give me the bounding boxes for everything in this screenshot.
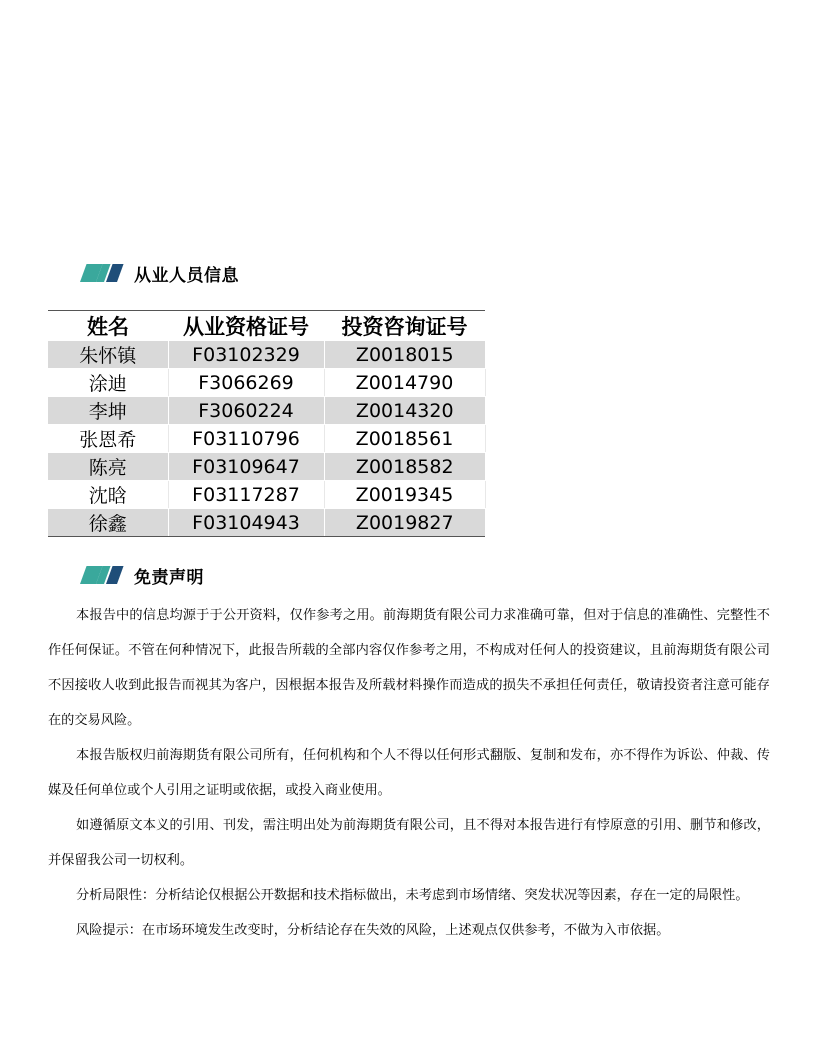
table-row	[48, 397, 485, 425]
staff-qualification-no: F3066269	[168, 369, 324, 397]
disclaimer-paragraph: 如遵循原文本义的引用、刊发，需注明出处为前海期货有限公司，且不得对本报告进行有悖原意的引用、删节和修改，并保留我公司一切权利。	[48, 818, 770, 868]
staff-consulting-no: Z0014790	[324, 369, 485, 397]
staff-qualification-no: F03109647	[168, 453, 324, 481]
section-stripes-icon	[78, 566, 122, 584]
staff-qualification-no: F03110796	[168, 425, 324, 453]
header-consulting-no: 投资咨询证号	[324, 311, 485, 342]
staff-name: 张恩希	[48, 425, 168, 453]
table-row	[48, 481, 485, 509]
staff-section-header	[78, 262, 239, 284]
disclaimer-paragraph: 本报告中的信息均源于于公开资料，仅作参考之用。前海期货有限公司力求准确可靠，但对于信息的准确性、完整性不作任何保证。不管在何种情况下，此报告所载的全部内容仅作参考之用，不构成对任何人的投资建议，且前海期货有限公司不因接收人收到此报告而视其为客户，因根据本报告及所载材料操作而造成的损失不承担任何责任，敬请投资者注意可能存在的交易风险。	[48, 608, 770, 728]
disclaimer-paragraph: 本报告版权归前海期货有限公司所有，任何机构和个人不得以任何形式翻版、复制和发布，亦不得作为诉讼、仲裁、传媒及任何单位或个人引用之证明或依据，或投入商业使用。	[48, 748, 770, 798]
staff-consulting-no: Z0018015	[324, 341, 485, 369]
staff-qualification-no: F03104943	[168, 509, 324, 537]
table-row	[48, 509, 485, 537]
section-stripes-icon	[78, 264, 122, 282]
disclaimer-section-title: 免责声明	[134, 567, 204, 588]
table-row	[48, 341, 485, 369]
table-row	[48, 369, 485, 397]
staff-qualification-no: F03102329	[168, 341, 324, 369]
staff-consulting-no: Z0018561	[324, 425, 485, 453]
staff-consulting-no: Z0019827	[324, 509, 485, 537]
staff-name: 徐鑫	[48, 509, 168, 537]
disclaimer-section-header	[78, 564, 204, 586]
staff-table	[48, 310, 486, 537]
staff-name: 陈亮	[48, 453, 168, 481]
staff-qualification-no: F03117287	[168, 481, 324, 509]
disclaimer-body	[48, 598, 770, 948]
table-row	[48, 453, 485, 481]
staff-consulting-no: Z0018582	[324, 453, 485, 481]
table-row	[48, 425, 485, 453]
header-name: 姓名	[48, 311, 168, 342]
staff-consulting-no: Z0014320	[324, 397, 485, 425]
table-header-row	[48, 311, 485, 342]
staff-name: 沈晗	[48, 481, 168, 509]
staff-name: 李坤	[48, 397, 168, 425]
header-qualification-no: 从业资格证号	[168, 311, 324, 342]
disclaimer-paragraph: 分析局限性：分析结论仅根据公开数据和技术指标做出，未考虑到市场情绪、突发状况等因素，存在一定的局限性。	[76, 888, 749, 903]
staff-name: 涂迪	[48, 369, 168, 397]
staff-name: 朱怀镇	[48, 341, 168, 369]
staff-section-title: 从业人员信息	[134, 265, 239, 286]
disclaimer-paragraph: 风险提示：在市场环境发生改变时，分析结论存在失效的风险，上述观点仅供参考，不做为入市依据。	[76, 923, 670, 938]
staff-qualification-no: F3060224	[168, 397, 324, 425]
staff-consulting-no: Z0019345	[324, 481, 485, 509]
